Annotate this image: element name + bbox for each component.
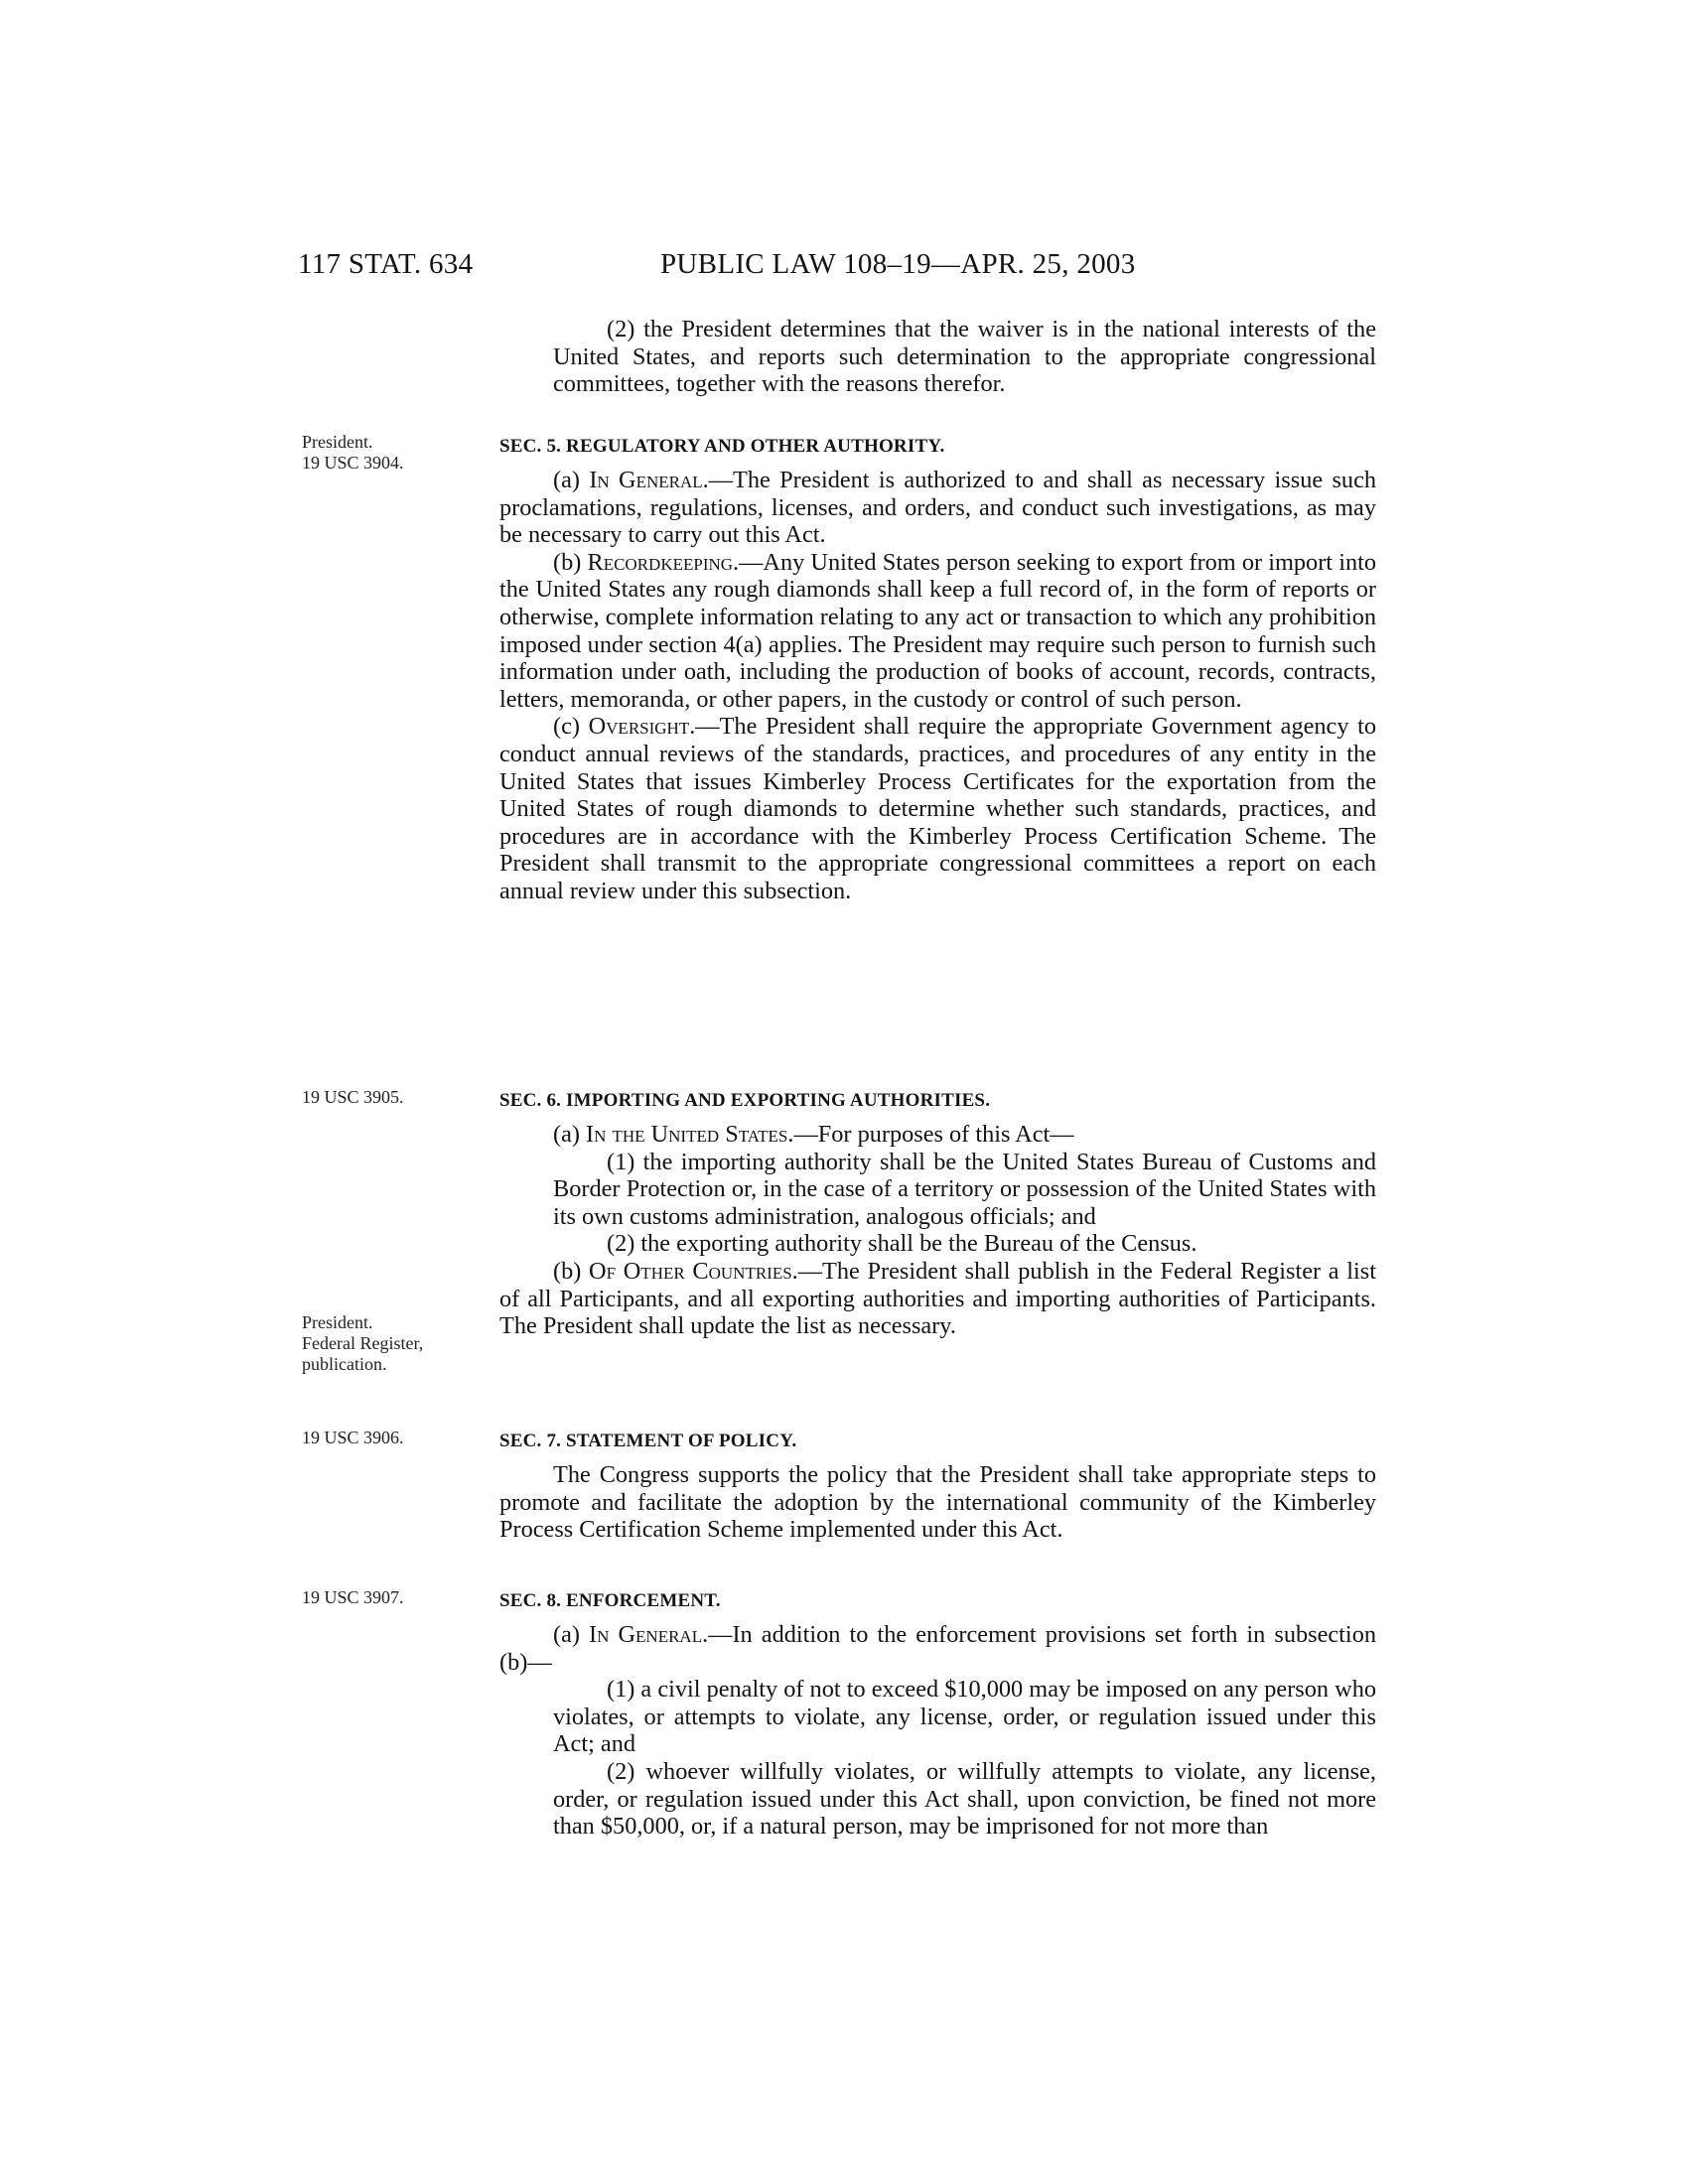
section-7-text: The Congress supports the policy that the President shall take appropriate steps to promote and facilitate the adoption by the international community of the Kimberley Process Certification Scheme implemented under this Act. [499, 1461, 1376, 1544]
section-5 [499, 435, 1376, 905]
stat-page-number: 117 STAT. 634 [298, 248, 474, 280]
public-law-title: PUBLIC LAW 108–19—APR. 25, 2003 [660, 248, 1136, 280]
section-8a-2: (2) whoever willfully violates, or willfully attempts to violate, any license, order, or regulation issued under this Act shall, upon conviction, be fined not more than $50,000, or, if a natural person, may be imprisoned for not more than [553, 1757, 1376, 1841]
margin-note-sec6 [302, 1087, 481, 1108]
section-5b-text: .—Any United States person seeking to export from or import into the United States any rough diamonds shall keep a full record of, in the form of reports or otherwise, complete information relating to any act or transaction to which any prohibition imposed under section 4(a) applies. The President may require such person to furnish such information under oath, including the production of books of account, records, contracts, letters, memoranda, or other papers, in the custody or control of such person. [499, 548, 1376, 713]
section-6a-text: .—For purposes of this Act— [787, 1121, 1074, 1148]
section-8a [499, 1621, 1376, 1676]
margin-note-sec6b [302, 1312, 481, 1375]
margin-note-line: 19 USC 3906. [302, 1428, 404, 1447]
margin-note-line: 19 USC 3907. [302, 1587, 404, 1607]
section-6a [499, 1121, 1376, 1149]
section-5b [499, 549, 1376, 714]
section-5c [499, 713, 1376, 904]
section-5b-heading: Recordkeeping [587, 548, 734, 576]
waiver-paragraph: (2) the President determines that the waiver is in the national interests of the United States, and reports such determination to the appropriate congressional committees, together with the reasons therefor. [553, 316, 1376, 398]
section-6b-text: .—The President shall publish in the Federal Register a list of all Participants, and all exporting authorities and importing authorities of Participants. The President shall update the list as necessary. [499, 1257, 1377, 1340]
section-6a-1: (1) the importing authority shall be the United States Bureau of Customs and Border Protection or, in the case of a territory or possession of the United States with its own customs administration, analogous officials; and [553, 1148, 1376, 1230]
margin-note-sec8 [302, 1587, 481, 1608]
section-7-title: SEC. 7. STATEMENT OF POLICY. [499, 1431, 797, 1451]
section-6-title: SEC. 6. IMPORTING AND EXPORTING AUTHORITIES. [499, 1090, 991, 1111]
section-5a-text: .—The President is authorized to and shall as necessary issue such proclamations, regulations, licenses, and orders, and conduct such investigations, as may be necessary to carry out this Act. [499, 467, 1376, 549]
section-8a-text: .—In addition to the enforcement provisions set forth in subsection (b)— [499, 1621, 1376, 1676]
margin-note-line: Federal Register, [302, 1333, 424, 1353]
section-5a-heading: In General [589, 467, 703, 493]
section-5a [499, 467, 1376, 549]
section-6a-lead: (a) [553, 1121, 587, 1148]
section-6b [499, 1258, 1376, 1340]
section-5a-lead: (a) [553, 467, 590, 493]
section-5-title: SEC. 5. REGULATORY AND OTHER AUTHORITY. [499, 436, 945, 457]
waiver-paragraph-block [499, 316, 1376, 398]
margin-note-line: President. [302, 1312, 373, 1332]
section-6 [499, 1089, 1376, 1340]
margin-note-line: publication. [302, 1354, 387, 1374]
margin-note-line: President. [302, 432, 373, 452]
section-8-title: SEC. 8. ENFORCEMENT. [499, 1590, 721, 1611]
section-8 [499, 1589, 1376, 1841]
section-8a-lead: (a) [553, 1621, 590, 1648]
section-6b-lead: (b) [553, 1257, 590, 1285]
section-6a-2: (2) the exporting authority shall be the Bureau of the Census. [607, 1230, 1197, 1258]
section-6a-heading: In the United States [586, 1121, 788, 1148]
section-5b-lead: (b) [553, 548, 588, 576]
margin-note-line: 19 USC 3905. [302, 1087, 404, 1107]
section-7 [499, 1430, 1376, 1544]
running-header [0, 248, 1688, 292]
section-8a-heading: In General [589, 1621, 703, 1648]
margin-note-line: 19 USC 3904. [302, 453, 404, 473]
section-5c-text: .—The President shall require the appropriate Government agency to conduct annual reviews of the standards, practices, and procedures of any entity in the United States that issues Kimberley Process Certificates for the exportation from the United States of rough diamonds to determine whether such standards, practices, and procedures are in accordance with the Kimberley Process Certification Scheme. The President shall transmit to the appropriate congressional committees a report on each annual review under this subsection. [499, 713, 1376, 904]
section-5c-lead: (c) [553, 713, 589, 741]
section-8a-1: (1) a civil penalty of not to exceed $10,000 may be imposed on any person who violates, or attempts to violate, any license, order, or regulation issued under this Act; and [553, 1676, 1376, 1758]
section-5c-heading: Oversight [588, 713, 690, 741]
section-6b-heading: Of Other Countries [589, 1257, 792, 1285]
margin-note-sec7 [302, 1428, 481, 1448]
margin-note-sec5 [302, 432, 481, 474]
